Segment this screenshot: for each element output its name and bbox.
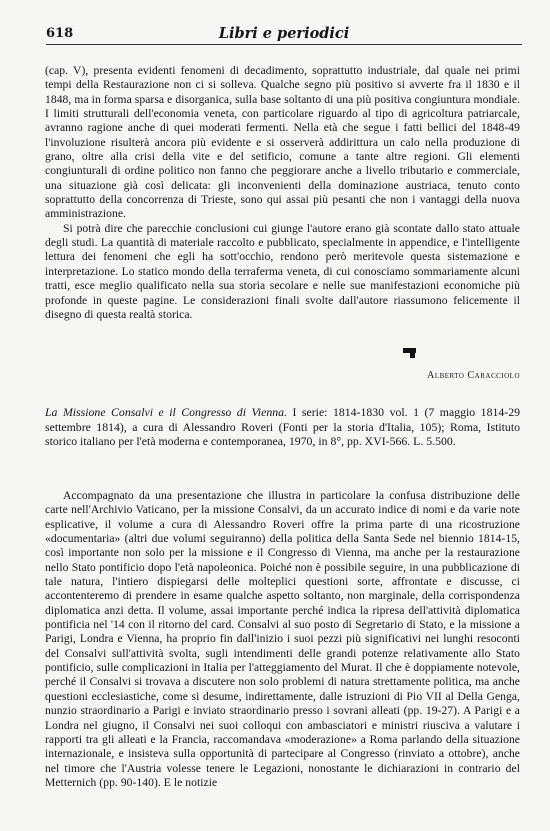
book-details: I serie: 1814-1830 vol. 1 (7 maggio 1814-29 settembre 1814), a cura di Alessandro Roveri (Fonti per la storia d'Italia, 105); Roma, Istituto storico italiano per l'età moderna e contemporanea, 1970, in 8°, pp. XVI-566. L. 5.500. (45, 405, 521, 448)
running-title: Libri e periodici (218, 25, 350, 42)
review1-paragraph-2: Si potrà dire che parecchie conclusioni cui giunge l'autore erano già scontate dallo stato attuale degli studi. La quantità di materiale raccolto e pubblicato, specialmente in appendice, e l'intelligente lettura dei fenomeni che egli ha sott'occhio, rendono però meritevole questa sistemazione e interpretazione. Lo statico mondo della terraferma veneta, di cui conosciamo sommariamente alcuni tratti, esce meglio qualificato nella sua storia secolare e nelle sue manifestazioni economiche più profonde in queste pagine. Le considerazioni finali svolte dall'autore riassumono felicemente il disegno di questa realtà storica. (45, 221, 520, 321)
book-citation (45, 405, 520, 449)
ink-mark-stem (410, 348, 415, 358)
review-continuation (45, 64, 520, 322)
review2-body (45, 489, 520, 790)
page-number: 618 (46, 26, 74, 41)
reviewer-signature: Alberto Caracciolo (427, 370, 520, 381)
running-header (46, 24, 522, 45)
review2-paragraph-1: Accompagnato da una presentazione che illustra in particolare la confusa distribuzione delle carte nell'Archivio Vaticano, per la missione Consalvi, da un accurato indice di nomi e da varie note esplicative, il volume a cura di Alessandro Roveri offre la prima parte di una ricostruzione «documentaria» (altri due volumi seguiranno) della politica della Santa Sede nel biennio 1814-15, così importante non solo per la missione e il Congresso di Vienna, ma anche per la restaurazione nello Stato pontificio dopo l'età napoleonica. Poiché non è possibile seguire, in una pubblicazione di tale natura, l'intiero dispiegarsi delle molteplici questioni sorte, affrontate e discusse, ci accontenteremo di prendere in esame qualche aspetto soltanto, non marginale, della corrispondenza diplomatica anzi detta. Il volume, assai importante perché indica la ripresa dell'attività diplomatica pontificia nel '14 con il ritorno del card. Consalvi al suo posto di Segretario di Stato, e la missione a Parigi, Londra e Vienna, ha proprio fin dall'inizio i suoi pezzi più significativi nei lunghi resoconti del Consalvi sull'attività svolta, sugli intendimenti delle grandi potenze relativamente allo Stato pontificio, sulle complicazioni in Italia per l'atteggiamento del Murat. Il che è doppiamente notevole, perché il Consalvi si trovava a discutere non solo problemi di natura strettamente politica, ma anche questioni ecclesiastiche, come si desume, indirettamente, dalle istruzioni di Pio VII al Della Genga, nunzio straordinario a Parigi e inviato straordinario presso i sovrani alleati (pp. 19-27). A Parigi e a Londra nel giugno, il Consalvi nei suoi colloqui con ambasciatori e ministri riusciva a valutare i rapporti tra gli alleati e la Francia, raccomandava «moderazione» a Roma parlando della situazione internazionale, e insisteva sulla opportunità di partecipare al Congresso (rinviato a ottobre), anche nel timore che l'Austria volesse tenere le Legazioni, nonostante le dichiarazioni in contrario del Metternich (pp. 90-140). E le notizie (45, 489, 520, 789)
review1-paragraph-1: (cap. V), presenta evidenti fenomeni di decadimento, soprattutto industriale, dal quale nei primi tempi della Restaurazione non ci si solleva. Qualche segno più positivo si avverte fra il 1830 e il 1848, ma in forma sparsa e disorganica, sulla base soltanto di una più positiva congiuntura mondiale. I limiti strutturali dell'economia veneta, con particolare riguardo al tipo di agricoltura patriarcale, avranno ragione anche di quei moderati fermenti. Nella età che segue i fatti bellici del 1848-49 l'involuzione risulterà ancora più evidente e si osserverà addirittura un calo nella produzione di grano, oltre alla crisi della vite e del setificio, comune a tante altre regioni. Gli elementi congiunturali di ordine politico non fanno che peggiorare anche a livello tributario e commerciale, una situazione già così delicata: gli inconvenienti della dominazione austriaca, tenuto conto soprattutto della concorrenza di Trieste, sono qui assai più pesanti che non i vantaggi della nuova amministrazione. (45, 64, 520, 221)
book-title: La Missione Consalvi e il Congresso di Vienna. (45, 405, 287, 419)
